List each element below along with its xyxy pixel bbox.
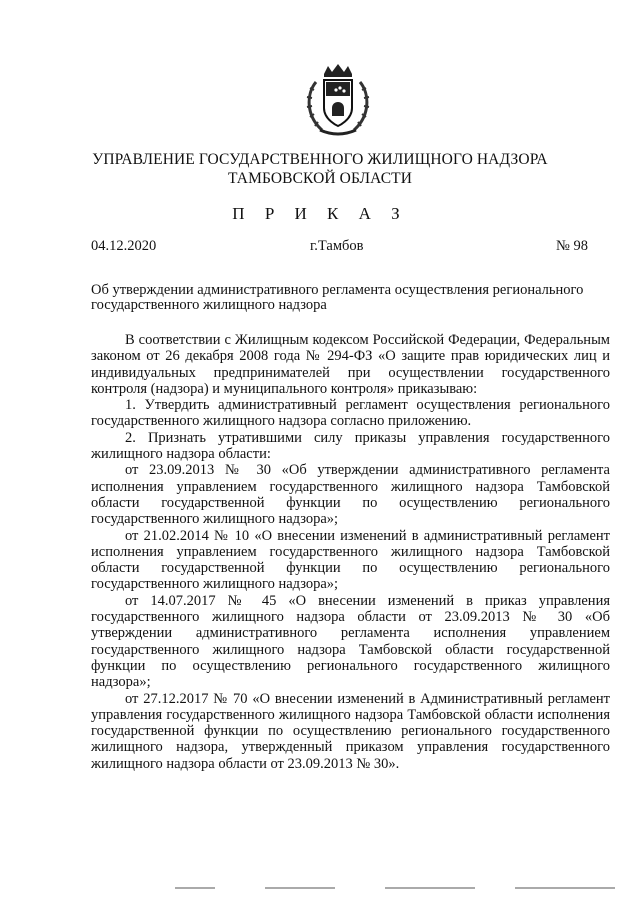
repealed-order-3: от 14.07.2017 № 45 «О внесении изменений в приказ управления государственного жилищного надзора области от 23.09.2013 № 30 «Об утверждении административного регламента исполнения управлением государственного жилищного надзора Тамбовской области государственной функции по осуществлению регионального государственного жилищного надзора»; (91, 592, 610, 691)
repealed-order-4: от 27.12.2017 № 70 «О внесении изменений в Административный регламент управления государственного жилищного надзора Тамбовской области исполнения государственной функции по осуществлению регионального государственного жилищного надзора, утвержденный приказом управления государственного жилищного надзора области от 23.09.2013 № 30». (91, 690, 610, 772)
document-title: П Р И К А З (232, 204, 408, 223)
agency-name-line2: ТАМБОВСКОЙ ОБЛАСТИ (228, 170, 412, 187)
preamble-paragraph: В соответствии с Жилищным кодексом Российской Федерации, Федеральным законом от 26 декабря 2008 года № 294-ФЗ «О защите прав юридических лиц и индивидуальных предпринимателей при осуществлении государственного контроля (надзора) и муниципального контроля» приказываю: (91, 332, 610, 397)
tambov-coat-of-arms-icon (296, 60, 380, 140)
clause-1-paragraph: 1. Утвердить административный регламент осуществления регионального государственного жилищного надзора согласно приложению. (91, 397, 610, 430)
page-bottom-rule (175, 886, 635, 890)
document-body (91, 332, 610, 772)
repealed-order-2: от 21.02.2014 № 10 «О внесении изменений в административный регламент исполнения управлением государственного жилищного надзора Тамбовской области государственной функции по осуществлению регионального государственного жилищного надзора»; (91, 527, 610, 593)
repealed-order-1: от 23.09.2013 № 30 «Об утверждении административного регламента исполнения управлением государственного жилищного надзора Тамбовской области государственной функции по осуществлению регионального государственного жилищного надзора»; (91, 462, 610, 528)
clause-2-paragraph: 2. Признать утратившими силу приказы управления государственного жилищного надзора области: (91, 429, 610, 463)
document-date: 04.12.2020 (91, 238, 157, 254)
document-subject: Об утверждении административного регламента осуществления регионального государственного жилищного надзора (91, 282, 584, 313)
document-city: г.Тамбов (310, 238, 364, 254)
document-number: № 98 (556, 238, 588, 254)
agency-name-line1: УПРАВЛЕНИЕ ГОСУДАРСТВЕННОГО ЖИЛИЩНОГО НАДЗОРА (92, 151, 548, 168)
